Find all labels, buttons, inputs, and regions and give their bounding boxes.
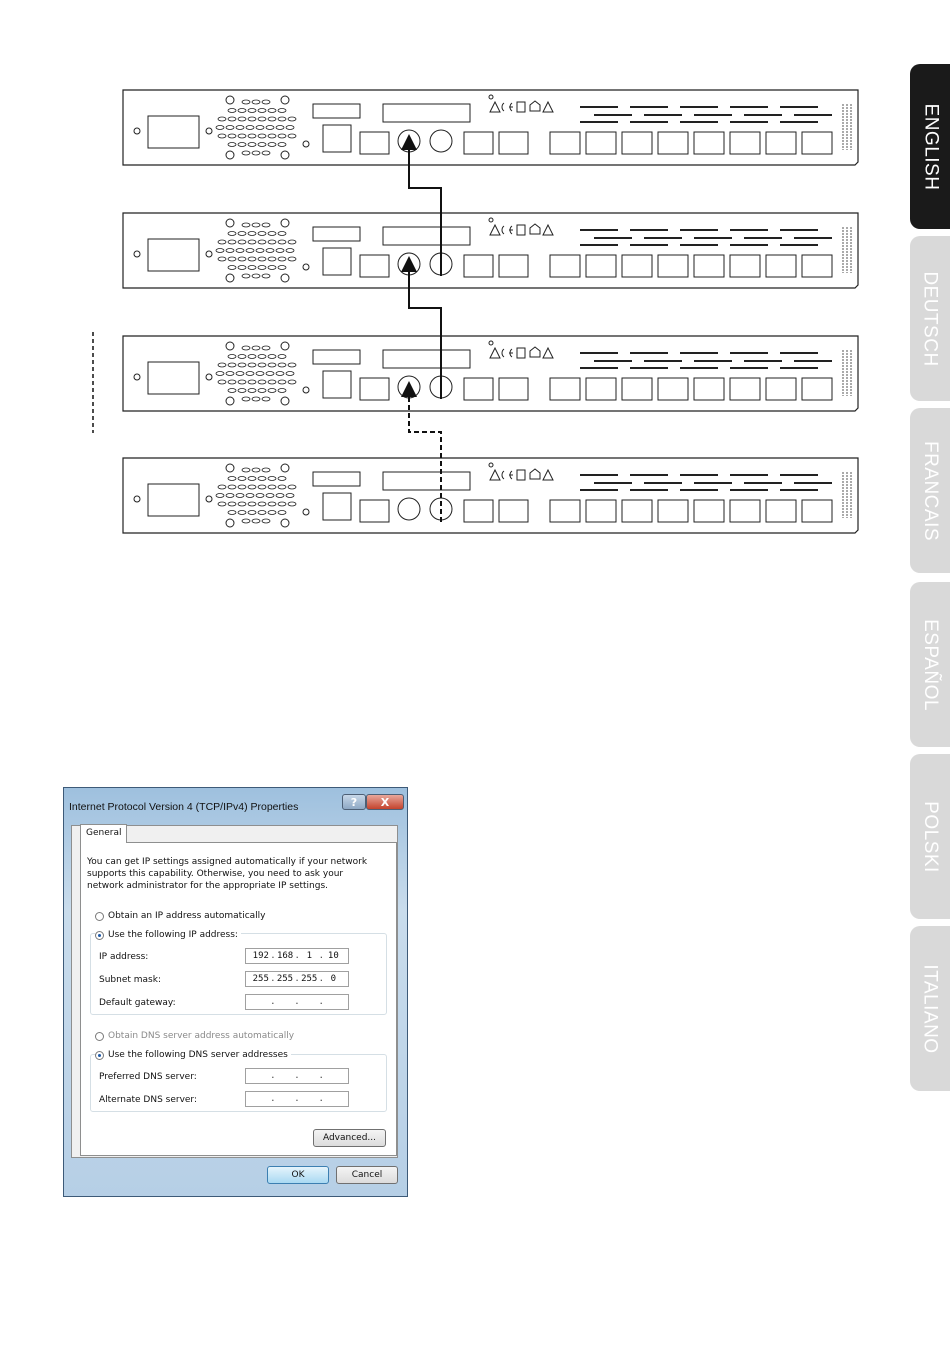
- radio-ip-manual-circle[interactable]: [95, 931, 104, 940]
- tab-italiano[interactable]: [910, 926, 950, 1091]
- help-button[interactable]: [342, 794, 366, 810]
- general-tab-page: [80, 842, 397, 1156]
- radio-ip-manual-label: Use the following IP address:: [108, 930, 238, 940]
- tab-english-label: ENGLISH: [920, 103, 942, 190]
- radio-dns-auto-circle[interactable]: [95, 1032, 104, 1041]
- mask-octet: 255: [252, 974, 269, 984]
- mask-octet: 255: [301, 974, 318, 984]
- radio-dns-auto-label: Obtain DNS server address automatically: [108, 1031, 295, 1041]
- switch-unit: [123, 213, 858, 288]
- mask-octet: 0: [330, 974, 336, 984]
- ipv4-properties-dialog: [63, 787, 408, 1197]
- tab-general[interactable]: General: [80, 824, 127, 843]
- radio-dns-manual-circle[interactable]: [95, 1051, 104, 1060]
- radio-dns-manual-label: Use the following DNS server addresses: [108, 1050, 288, 1060]
- dialog-panel: [71, 825, 398, 1158]
- tab-espanol[interactable]: [910, 582, 950, 747]
- subnet-mask-label: Subnet mask:: [99, 975, 161, 985]
- ip-octet: 168: [276, 951, 294, 961]
- tab-espanol-label: ESPAÑOL: [920, 618, 942, 711]
- switch-unit: [123, 458, 858, 533]
- advanced-button[interactable]: Advanced...: [313, 1129, 386, 1147]
- radio-ip-auto[interactable]: [95, 911, 266, 921]
- switch-unit: [123, 336, 858, 411]
- radio-dns-manual[interactable]: [95, 1050, 291, 1060]
- switch-unit: [123, 90, 858, 165]
- cancel-button[interactable]: Cancel: [336, 1166, 398, 1184]
- default-gateway-input[interactable]: . . .: [245, 994, 349, 1010]
- tab-francais-label: FRANCAIS: [920, 440, 942, 541]
- help-icon: ?: [350, 795, 358, 809]
- close-icon: X: [380, 795, 390, 809]
- stacking-diagram-svg: [80, 80, 880, 550]
- ip-address-input[interactable]: 192 . 168 . 1 . 10: [245, 948, 349, 964]
- tab-english[interactable]: [910, 64, 950, 229]
- default-gateway-label: Default gateway:: [99, 998, 176, 1008]
- close-button[interactable]: [366, 794, 404, 810]
- radio-dns-auto[interactable]: [95, 1031, 294, 1041]
- alternate-dns-label: Alternate DNS server:: [99, 1095, 198, 1105]
- tab-francais[interactable]: [910, 408, 950, 573]
- preferred-dns-label: Preferred DNS server:: [99, 1072, 197, 1082]
- subnet-mask-input[interactable]: 255 . 255 . 255 . 0: [245, 971, 349, 987]
- stacking-diagram: [80, 80, 880, 550]
- radio-ip-auto-circle[interactable]: [95, 912, 104, 921]
- ip-octet: 1: [306, 951, 312, 961]
- ip-octet: 10: [327, 951, 339, 961]
- intro-text: You can get IP settings assigned automatically if your network supports this capability. Otherwise, you need to ask your network administrator for the appropriate IP settings.: [87, 857, 368, 891]
- ip-address-label: IP address:: [99, 952, 149, 962]
- tab-italiano-label: ITALIANO: [920, 963, 942, 1054]
- tab-polski[interactable]: [910, 754, 950, 919]
- preferred-dns-input[interactable]: . . .: [245, 1068, 349, 1084]
- tab-polski-label: POLSKI: [920, 800, 941, 873]
- alternate-dns-input[interactable]: . . .: [245, 1091, 349, 1107]
- ip-octet: 192: [252, 951, 269, 961]
- tab-deutsch-label: DEUTSCH: [920, 270, 941, 367]
- ok-button[interactable]: OK: [267, 1166, 329, 1184]
- tab-deutsch[interactable]: [910, 236, 950, 401]
- radio-ip-auto-label: Obtain an IP address automatically: [108, 911, 266, 921]
- dialog-titlebar[interactable]: [64, 788, 407, 818]
- dialog-title: Internet Protocol Version 4 (TCP/IPv4) Properties: [69, 801, 299, 813]
- radio-ip-manual[interactable]: [95, 930, 241, 940]
- mask-octet: 255: [276, 974, 294, 984]
